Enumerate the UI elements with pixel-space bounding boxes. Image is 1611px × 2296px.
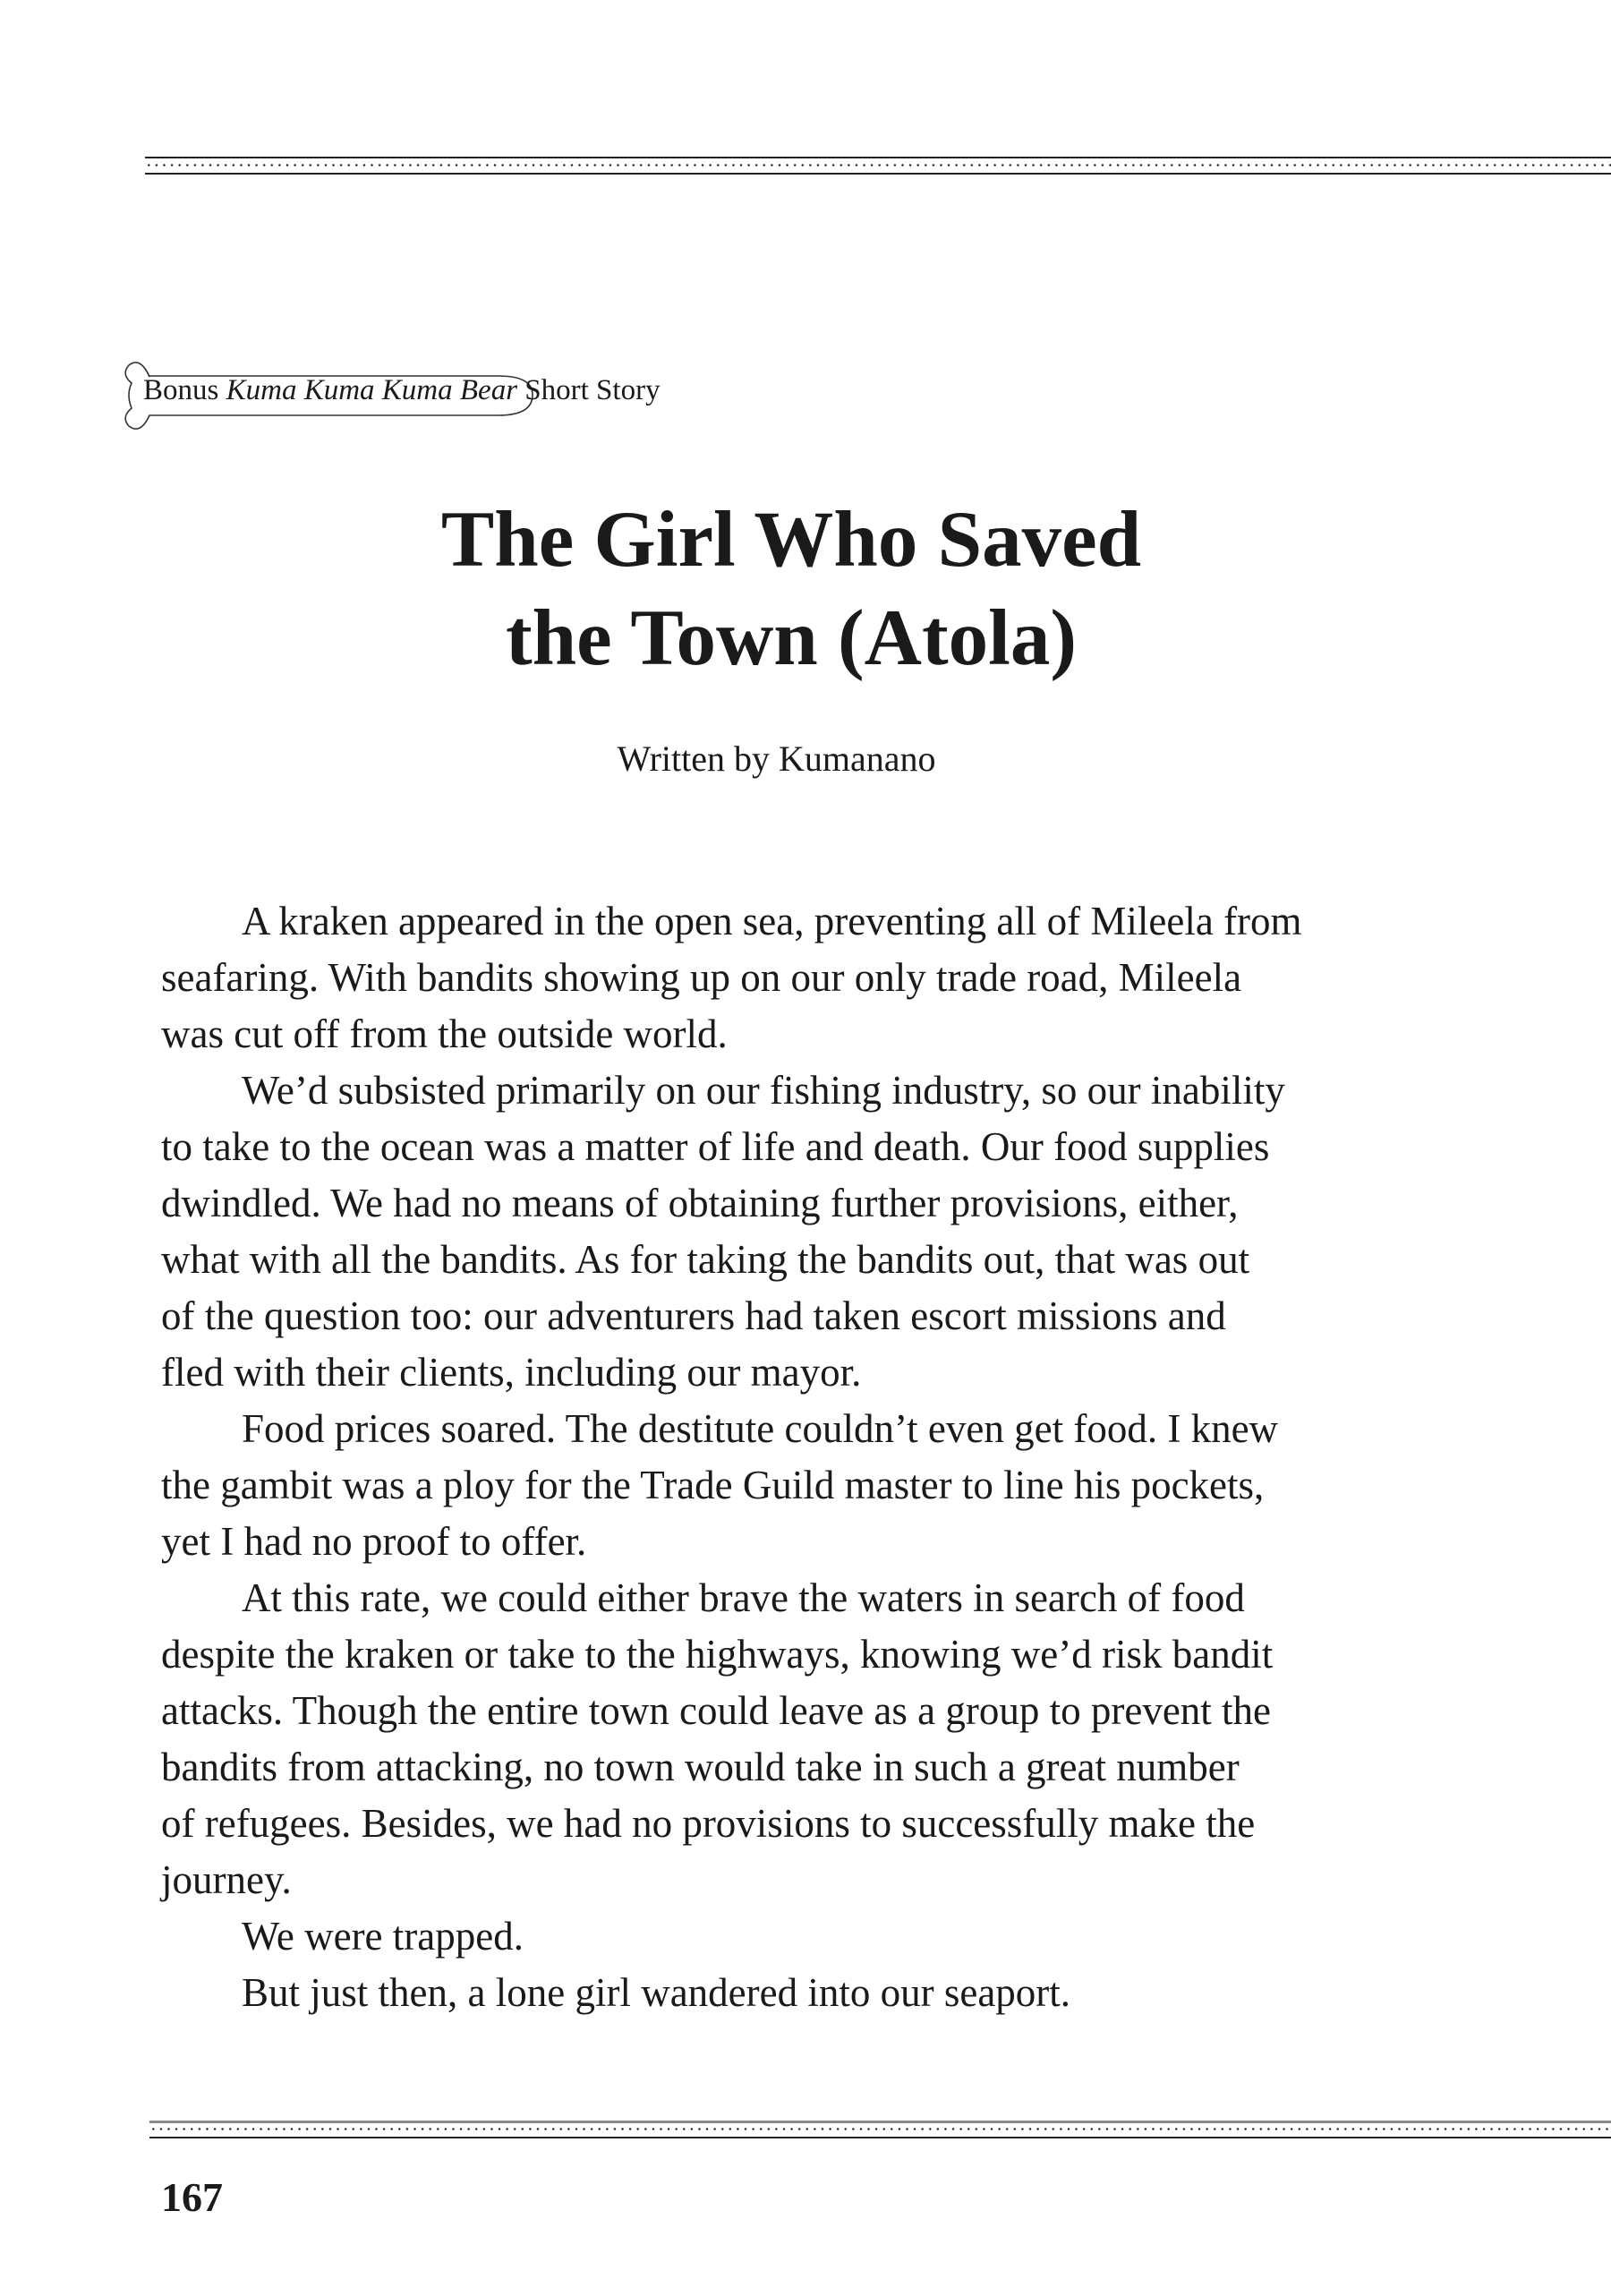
- body-line: of the question too: our adventurers had taken escort missions and: [161, 1293, 1226, 1338]
- body-line: Food prices soared. The destitute couldn’t even get food. I knew: [242, 1406, 1279, 1451]
- body-line: to take to the ocean was a matter of life and death. Our food supplies: [161, 1124, 1270, 1169]
- title-line-2: the Town (Atola): [506, 594, 1077, 682]
- page-number: 167: [161, 2174, 223, 2220]
- body-line: fled with their clients, including our mayor.: [161, 1350, 862, 1395]
- body-line: what with all the bandits. As for taking the bandits out, that was out: [161, 1237, 1250, 1282]
- body-line: seafaring. With bandits showing up on our only trade road, Mileela: [161, 955, 1242, 1000]
- body-line: of refugees. Besides, we had no provisions to successfully make the: [161, 1801, 1256, 1846]
- body-line: At this rate, we could either brave the waters in search of food: [242, 1575, 1245, 1620]
- body-line: bandits from attacking, no town would take in such a great number: [161, 1745, 1240, 1789]
- body-line: yet I had no proof to offer.: [161, 1519, 587, 1564]
- body-text: [161, 893, 1302, 2021]
- story-label-badge: [123, 354, 661, 435]
- story-label: Bonus Kuma Kuma Kuma Bear Short Story: [143, 374, 661, 406]
- body-line: the gambit was a ploy for the Trade Guild master to line his pockets,: [161, 1463, 1265, 1507]
- body-line: We’d subsisted primarily on our fishing industry, so our inability: [242, 1068, 1285, 1113]
- body-line: A kraken appeared in the open sea, preventing all of Mileela from: [242, 899, 1302, 943]
- author-byline: Written by Kumanano: [617, 738, 936, 779]
- body-line: We were trapped.: [242, 1914, 524, 1959]
- body-line: despite the kraken or take to the highways, knowing we’d risk bandit: [161, 1632, 1274, 1677]
- header-rule: [145, 157, 1611, 175]
- body-line: was cut off from the outside world.: [161, 1011, 728, 1056]
- body-line: dwindled. We had no means of obtaining further provisions, either,: [161, 1181, 1239, 1225]
- body-line: But just then, a lone girl wandered into our seaport.: [242, 1970, 1071, 2015]
- title-line-1: The Girl Who Saved: [440, 496, 1142, 584]
- body-line: journey.: [161, 1857, 292, 1902]
- body-line: attacks. Though the entire town could leave as a group to prevent the: [161, 1688, 1272, 1733]
- chapter-title: [0, 491, 1582, 687]
- footer-rule: [149, 2121, 1611, 2138]
